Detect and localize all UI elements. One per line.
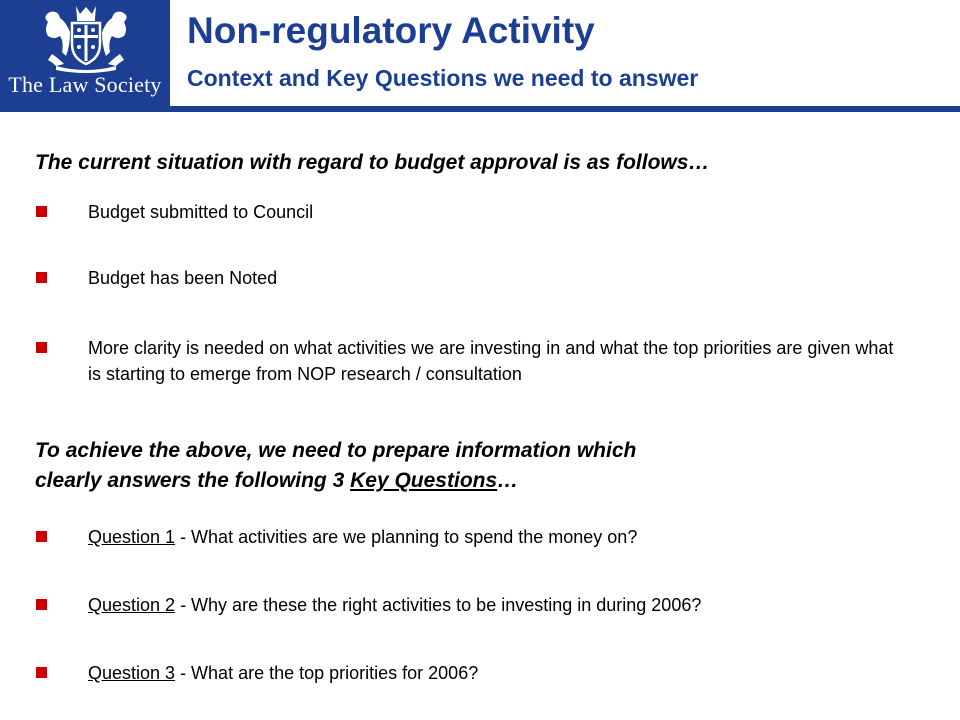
question-text	[88, 592, 908, 618]
square-bullet-icon	[36, 667, 47, 678]
law-society-logo	[0, 0, 170, 112]
key-questions-label: Key Questions	[350, 469, 498, 492]
square-bullet-icon	[36, 342, 47, 353]
question-label: Question 1	[88, 527, 176, 547]
law-society-crest-icon	[32, 2, 140, 74]
question-text	[88, 524, 908, 550]
section-heading-budget-approval: The current situation with regard to budget approval is as follows…	[35, 151, 710, 174]
section-heading-key-questions	[35, 436, 865, 496]
square-bullet-icon	[36, 599, 47, 610]
heading-line-1: To achieve the above, we need to prepare information which	[35, 439, 637, 462]
question-body: - What activities are we planning to spend the money on?	[175, 527, 638, 547]
question-label: Question 3	[88, 663, 176, 683]
page-title: Non-regulatory Activity	[187, 10, 595, 51]
question-text	[88, 660, 908, 686]
bullet-text: Budget submitted to Council	[88, 202, 314, 222]
square-bullet-icon	[36, 206, 47, 217]
heading-line-2-suffix: …	[497, 469, 519, 492]
square-bullet-icon	[36, 272, 47, 283]
logo-text: The Law Society	[8, 72, 162, 97]
question-body: - What are the top priorities for 2006?	[175, 663, 479, 683]
header-rule	[170, 106, 960, 112]
bullet-text: More clarity is needed on what activities we are investing in and what the top priorities are given what is starting to emerge from NOP research / consultation	[88, 338, 894, 384]
page-subtitle: Context and Key Questions we need to answer	[187, 65, 699, 91]
bullet-text: Budget has been Noted	[88, 268, 278, 288]
question-body: - Why are these the right activities to be investing in during 2006?	[175, 595, 702, 615]
question-label: Question 2	[88, 595, 176, 615]
heading-line-2-prefix: clearly answers the following 3	[35, 469, 351, 492]
square-bullet-icon	[36, 531, 47, 542]
